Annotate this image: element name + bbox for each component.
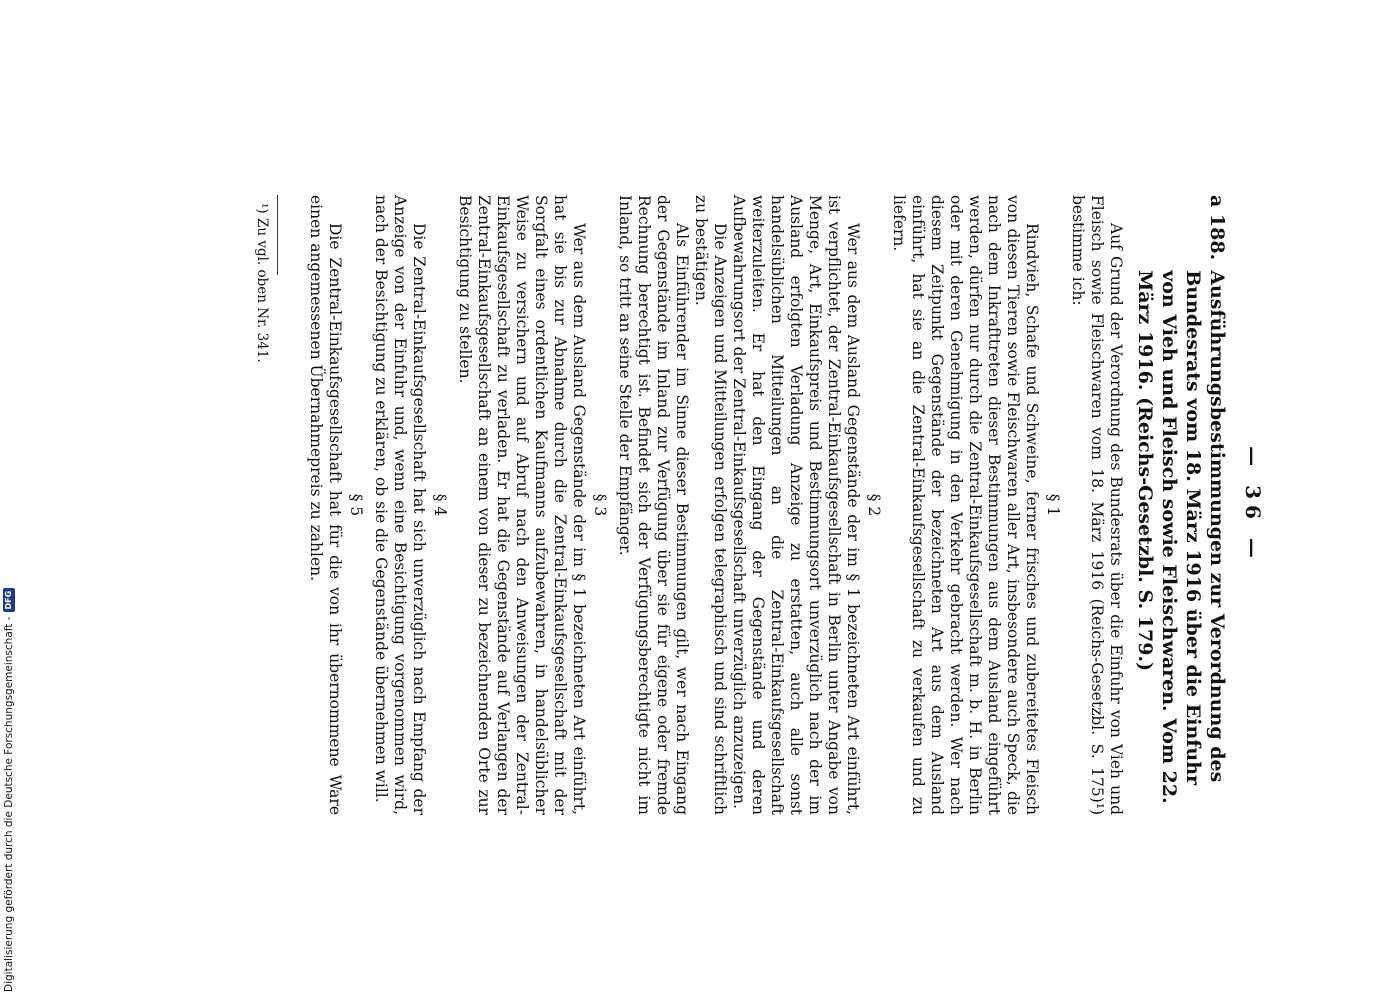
page-number: — 36 —: [1241, 446, 1265, 564]
section-paragraph: Die Anzeigen und Mitteilungen erfolgen telegraphisch und sind schriftlich zu bestätigen.: [692, 195, 729, 815]
footnote-divider: [277, 195, 278, 275]
section-paragraph: Wer aus dem Ausland Gegenstände der im § 1 bezeichneten Art einführt, hat sie bis zur Abnahme durch die Zentral-Einkaufsgesellschaft mit der Sorgfalt eines ordentlichen Kaufmanns aufzubewahren, in handelsüblicher Weise zu versichern und auf Abruf nach den Anweisungen der Zentral-Einkaufsgesellschaft zu verladen. Er hat die Gegenstände auf Verlangen der Zentral-Einkaufsgesellschaft an einem von dieser zu bezeichnenden Orte zur Besichtigung zu stellen.: [456, 195, 588, 815]
section-paragraph: Als Einführender im Sinne dieser Bestimmungen gilt, wer nach Eingang der Gegenstände im Inland zur Verfügung über sie für eigene oder fremde Rechnung berechtigt ist. Befindet sich der Verfügungsberechtigte nicht im Inland, so tritt an seine Stelle der Empfänger.: [616, 195, 691, 815]
digitization-credit: [2, 592, 16, 992]
section-paragraph: Die Zentral-Einkaufsgesellschaft hat für die von ihr übernommene Ware einen angemessenen Übernahmepreis zu zahlen.: [307, 195, 344, 815]
section-mark: § 1: [1044, 493, 1062, 517]
page-content: [252, 195, 1265, 815]
rotated-text-block: [187, 195, 1265, 815]
section-paragraph: Die Zentral-Einkaufsgesellschaft hat sich unverzüglich nach Empfang der Anzeige von der Einfuhr und, wenn eine Besichtigung vorgenommen wird, nach der Besichtigung zu erklären, ob sie die Gegenstände übernehmen will.: [372, 195, 428, 815]
document-title: Ausführungsbestimmungen zur Verordnung des Bundesrats vom 18. März 1916 über die Einfuhr von Vieh und Fleisch sowie Fleischwaren. Vom 22. März 1916. (Reichs-Gesetzbl. S. 179.): [1134, 270, 1228, 804]
section-paragraph: Rindvieh, Schafe und Schweine, ferner frisches und zubereitetes Fleisch von diesen Tieren sowie Fleischwaren aller Art, insbesondere auch Speck, die nach dem Inkrafttreten dieser Bestimmungen aus dem Ausland eingeführt werden, dürfen nur durch die Zentral-Einkaufsgesellschaft m. b. H. in Berlin oder mit deren Genehmigung in den Verkehr gebracht werden. Wer nach diesem Zeitpunkt Gegenstände der bezeichneten Art aus dem Ausland einführt, hat sie an die Zentral-Einkaufsgesellschaft zu verkaufen und zu liefern.: [890, 195, 1041, 815]
document-heading: [1133, 195, 1229, 815]
footnote: ¹) Zu vgl. oben Nr. 341.: [254, 203, 270, 363]
digitization-credit-text: Digitalisierung gefördert durch die Deutsche Forschungsgemeinschaft -: [3, 616, 15, 992]
intro-paragraph: Auf Grund der Verordnung des Bundesrats über die Einfuhr von Vieh und Fleisch sowie Fleischwaren vom 18. März 1916 (Reichs-Gesetzbl. S. 175)¹) bestimme ich:: [1069, 195, 1125, 815]
digitization-credit-line: [2, 592, 16, 992]
dfg-logo-icon: DFG: [3, 588, 15, 613]
document-number: a 188.: [1206, 195, 1228, 261]
section-mark: § 3: [591, 493, 609, 517]
section-mark: § 5: [347, 493, 365, 517]
section-mark: § 4: [431, 493, 449, 517]
section-mark: § 2: [865, 493, 883, 517]
sections: [306, 195, 1062, 815]
section-paragraph: Wer aus dem Ausland Gegenstände der im § 1 bezeichneten Art einführt, ist verpflichtet, der Zentral-Einkaufsgesellschaft in Berlin unter Angabe von Menge, Art, Einkaufspreis und Bestimmungsort unverzüglich nach der im Ausland erfolgten Verladung Anzeige zu erstatten, auch alle sonst handelsüblichen Mitteilungen an die Zentral-Einkaufsgesellschaft weiterzuleiten. Er hat den Eingang der Gegenstände und deren Aufbewahrungsort der Zentral-Einkaufsgesellschaft unverzüglich anzuzeigen.: [730, 195, 862, 815]
